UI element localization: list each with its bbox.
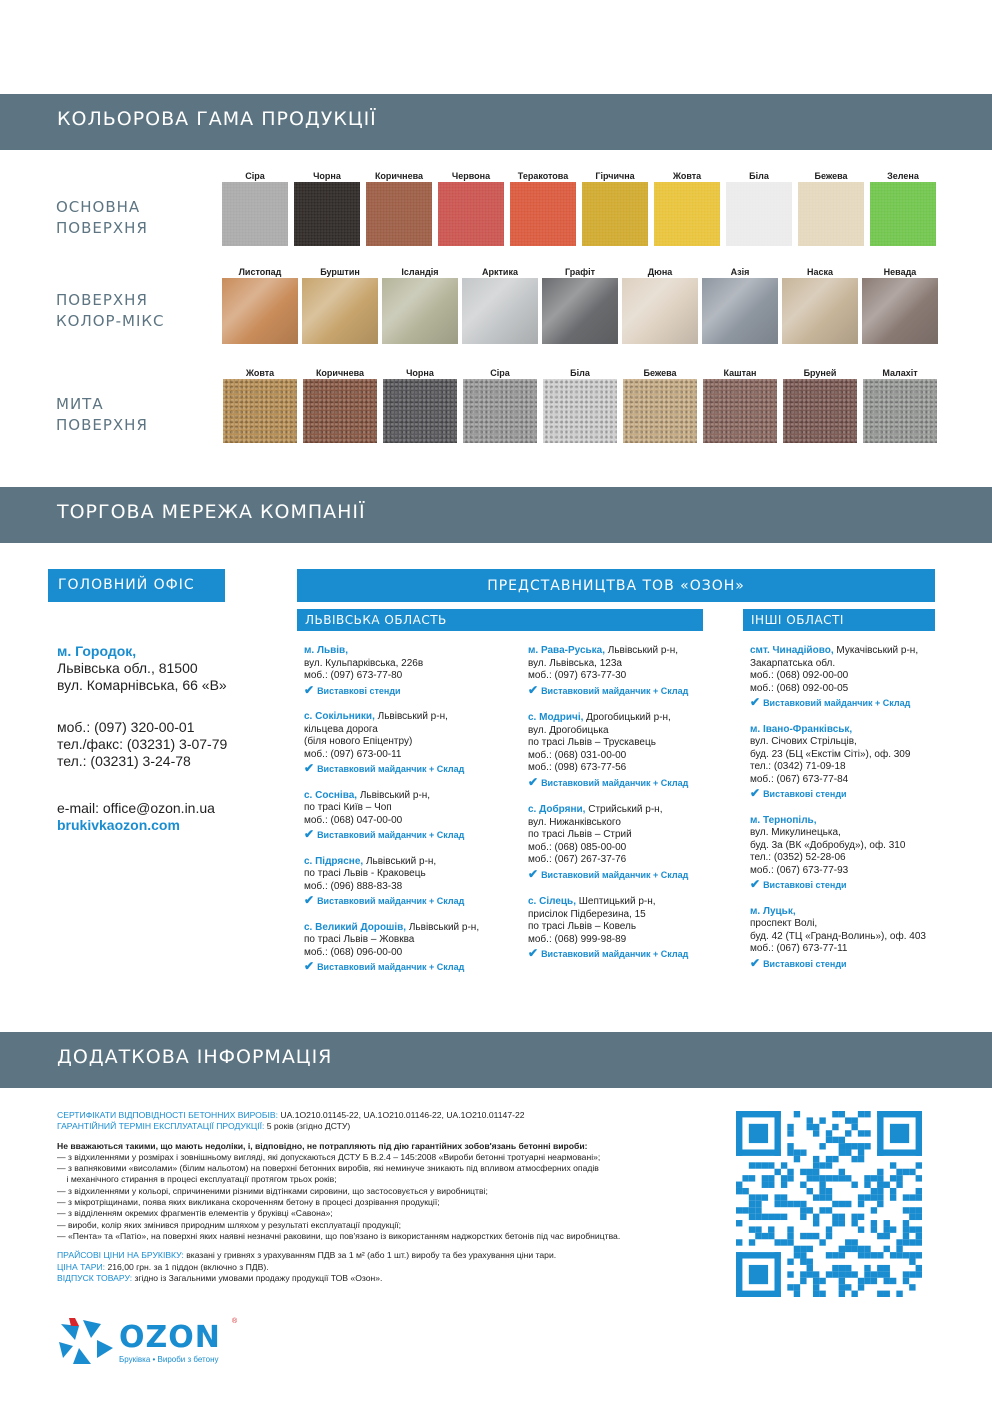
rep-office bbox=[750, 906, 950, 971]
logo-wordmark: OZON bbox=[119, 1320, 221, 1355]
rep-city: с. Сокільники, bbox=[304, 711, 375, 722]
exclusions-heading: Не вважаються такими, що мають недоліки, і, відповідно, не потрапляють під дію гарантійних зобов'язань бетонні вироби: bbox=[57, 1140, 588, 1151]
color-swatch[interactable] bbox=[782, 266, 858, 344]
surface-label bbox=[56, 290, 165, 332]
prices-value: вказані у гривнях з урахуванням ПДВ за 1 м² (або 1 шт.) виробу та без урахування ціни тари. bbox=[183, 1250, 557, 1261]
surface-label bbox=[56, 197, 148, 239]
swatch-sample bbox=[463, 379, 537, 443]
rep-tag bbox=[528, 684, 728, 698]
rep-district: Шептицький р-н, bbox=[575, 896, 656, 907]
check-icon: ✔ bbox=[750, 877, 761, 891]
logo-mark-icon bbox=[57, 1318, 117, 1368]
rep-line: Закарпатська обл. bbox=[750, 657, 836, 669]
swatch-sample bbox=[863, 379, 937, 443]
rep-line: буд. 23 (БЦ «Екстім Сіті»), оф. 309 bbox=[750, 748, 911, 760]
exclusion-item: — «Пента» та «Патіо», на поверхні яких наявні незначні раковини, що пов'язано із використанням наджорстких бетонів під час виробництва. bbox=[57, 1230, 621, 1241]
color-swatch[interactable] bbox=[510, 170, 576, 246]
rep-line: тел.: (0352) 52-28-06 bbox=[750, 852, 846, 863]
color-swatch[interactable] bbox=[222, 170, 288, 246]
rep-tag bbox=[304, 828, 514, 842]
rep-tag-label: Виставкові стенди bbox=[763, 789, 847, 799]
color-swatch[interactable] bbox=[462, 266, 538, 344]
rep-tag-label: Виставковий майданчик + Склад bbox=[317, 896, 465, 906]
rep-line: (біля нового Епіцентру) bbox=[304, 736, 413, 747]
rep-office bbox=[528, 804, 728, 881]
color-swatch[interactable] bbox=[302, 266, 378, 344]
rep-tag-label: Виставкові стенди bbox=[317, 685, 401, 696]
color-swatch[interactable] bbox=[366, 170, 432, 246]
color-swatch[interactable] bbox=[863, 367, 937, 443]
rep-tag bbox=[528, 776, 728, 790]
rep-office bbox=[304, 922, 514, 974]
exclusions-list bbox=[57, 1152, 727, 1242]
rep-district: Львівський р-н, bbox=[357, 789, 431, 801]
swatch-name: Сіра bbox=[490, 368, 510, 378]
swatch-name: Коричнева bbox=[315, 368, 365, 378]
rep-office bbox=[528, 645, 728, 697]
exclusion-item: — з відхиленнями у кольорі, спричиненими різними відтінками сировини, що застосовується у виробництві; bbox=[57, 1185, 488, 1196]
reps-heading bbox=[297, 569, 935, 602]
region-other-label: ІНШІ ОБЛАСТІ bbox=[751, 613, 844, 627]
rep-line: моб.: (067) 267-37-76 bbox=[528, 854, 627, 865]
color-swatch[interactable] bbox=[623, 367, 697, 443]
rep-district: Львівський р-н, bbox=[374, 711, 448, 722]
rep-tag-label: Виставковий майданчик + Склад bbox=[317, 962, 465, 972]
head-office-phones bbox=[57, 719, 227, 770]
swatch-sample bbox=[438, 182, 504, 246]
color-swatch[interactable] bbox=[702, 266, 778, 344]
rep-city: смт. Чинадійово, bbox=[750, 645, 834, 656]
reps-column-2 bbox=[528, 645, 728, 976]
office-site-link[interactable]: brukivkaozon.com bbox=[57, 817, 180, 833]
swatch-name: Бежева bbox=[814, 171, 848, 181]
warranty-heading: ГАРАНТІЙНИЙ ТЕРМІН ЕКСПЛУАТАЦІЇ ПРОДУКЦІЇ: bbox=[57, 1121, 265, 1132]
rep-tag bbox=[750, 787, 950, 801]
rep-office bbox=[750, 724, 950, 801]
rep-tag-label: Виставкові стенди bbox=[763, 958, 847, 969]
rep-tag bbox=[528, 868, 728, 882]
rep-line: по трасі Львів - Краковець bbox=[304, 868, 426, 879]
tare-heading: ЦІНА ТАРИ: bbox=[57, 1261, 106, 1272]
color-swatch[interactable] bbox=[303, 367, 377, 443]
rep-office bbox=[750, 645, 950, 710]
office-line1: Львівська обл., 81500 bbox=[57, 660, 198, 676]
swatch-name: Наска bbox=[806, 267, 834, 277]
swatch-name: Коричнева bbox=[374, 171, 424, 181]
swatch-name: Гірчична bbox=[595, 171, 635, 181]
rep-line: по трасі Львів – Стрий bbox=[528, 829, 632, 840]
rep-tag-label: Виставковий майданчик + Склад bbox=[317, 830, 465, 840]
check-icon: ✔ bbox=[304, 682, 315, 697]
ozon-logo[interactable] bbox=[57, 1318, 238, 1373]
check-icon: ✔ bbox=[304, 827, 315, 841]
rep-line: по трасі Львів – Трускавець bbox=[528, 737, 656, 748]
check-icon: ✔ bbox=[528, 682, 539, 697]
swatch-name: Бруней bbox=[803, 368, 837, 378]
swatch-sample bbox=[383, 379, 457, 443]
rep-city: м. Львів, bbox=[304, 645, 348, 656]
exclusion-item: і механічного стирання в процесі експлуатації протягом трьох років; bbox=[57, 1174, 337, 1185]
reps-column-3 bbox=[750, 645, 950, 984]
rep-city: м. Тернопіль, bbox=[750, 814, 817, 826]
rep-tag-label: Виставковий майданчик + Склад bbox=[763, 698, 911, 708]
rep-line: буд. 3а (ВК «Добробуд»), оф. 310 bbox=[750, 839, 906, 851]
surface-label-line: ОСНОВНА bbox=[56, 198, 141, 216]
rep-city: с. Добряни, bbox=[528, 804, 586, 815]
rep-line: моб.: (067) 673-77-11 bbox=[750, 943, 848, 954]
rep-line: моб.: (068) 096-00-00 bbox=[304, 946, 403, 958]
swatch-name: Малахіт bbox=[882, 368, 918, 378]
swatch-sample bbox=[302, 278, 378, 344]
surface-label-line: ПОВЕРХНЯ bbox=[56, 291, 148, 309]
swatch-name: Червона bbox=[451, 171, 491, 181]
rep-district: Львівський р-н, bbox=[605, 645, 679, 656]
head-office-address bbox=[57, 643, 227, 694]
swatch-name: Сіра bbox=[245, 171, 265, 181]
swatch-name: Листопад bbox=[238, 267, 282, 277]
color-swatch[interactable] bbox=[622, 266, 698, 344]
surface-label-line: ПОВЕРХНЯ bbox=[56, 416, 148, 434]
rep-tag-label: Виставкові стенди bbox=[763, 880, 847, 890]
section-title: ТОРГОВА МЕРЕЖА КОМПАНІЇ bbox=[57, 501, 366, 523]
color-swatch[interactable] bbox=[382, 266, 458, 344]
swatch-sample bbox=[366, 182, 432, 246]
color-swatch[interactable] bbox=[783, 367, 857, 443]
rep-office bbox=[304, 790, 514, 842]
rep-tag bbox=[750, 696, 950, 710]
surface-label bbox=[56, 394, 148, 436]
rep-line: вул. Січових Стрільців, bbox=[750, 736, 857, 747]
color-swatch[interactable] bbox=[703, 367, 777, 443]
rep-tag-label: Виставковий майданчик + Склад bbox=[317, 764, 465, 774]
rep-tag bbox=[304, 762, 514, 776]
swatch-sample bbox=[654, 182, 720, 246]
rep-office bbox=[528, 896, 728, 961]
exclusion-item: — з відхиленнями у розмірах і зовнішньому вигляді, які допускаються ДСТУ Б В.2.4 – 145:2008 «Вироби бетонні тротуарні неармовані»; bbox=[57, 1151, 601, 1162]
office-email[interactable]: e-mail: office@ozon.in.ua bbox=[57, 800, 215, 816]
check-icon: ✔ bbox=[304, 761, 315, 775]
color-swatch[interactable] bbox=[542, 266, 618, 344]
release-value: згідно із Загальними умовами продажу продукції ТОВ «Озон». bbox=[132, 1272, 383, 1283]
rep-line: моб.: (068) 999-98-89 bbox=[528, 933, 627, 945]
rep-tag bbox=[304, 684, 514, 698]
logo-tagline: Бруківка • Вироби з бетону bbox=[119, 1355, 219, 1364]
surface-label-line: МИТА bbox=[56, 395, 104, 413]
swatch-sample bbox=[798, 182, 864, 246]
exclusion-item: — з вапняковими «висолами» (білим нальотом) на поверхні бетонних виробів, які неминуче зникають під впливом атмосферних опадів bbox=[57, 1163, 599, 1174]
region-lviv-label: ЛЬВІВСЬКА ОБЛАСТЬ bbox=[305, 613, 447, 627]
swatch-name: Жовта bbox=[245, 368, 275, 378]
swatch-name: Чорна bbox=[406, 368, 434, 378]
head-office-label: ГОЛОВНИЙ ОФІС bbox=[58, 577, 195, 593]
rep-line: моб.: (068) 085-00-00 bbox=[528, 841, 627, 853]
check-icon: ✔ bbox=[750, 786, 761, 800]
office-fax: тел./факс: (03231) 3-07-79 bbox=[57, 736, 228, 752]
color-swatch[interactable] bbox=[294, 170, 360, 246]
check-icon: ✔ bbox=[750, 955, 761, 970]
color-swatch[interactable] bbox=[726, 170, 792, 246]
rep-line: вул. Кульпарківська, 226в bbox=[304, 657, 424, 669]
rep-tag bbox=[528, 947, 728, 961]
color-swatch[interactable] bbox=[862, 266, 938, 344]
swatch-name: Теракотова bbox=[517, 171, 569, 181]
color-swatch[interactable] bbox=[223, 367, 297, 443]
rep-line: тел.: (0342) 71-09-18 bbox=[750, 761, 846, 772]
color-swatch[interactable] bbox=[582, 170, 648, 246]
rep-line: по трасі Київ – Чоп bbox=[304, 802, 392, 813]
swatch-name: Ісландія bbox=[401, 267, 439, 277]
swatch-sample bbox=[783, 379, 857, 443]
swatch-name: Біла bbox=[749, 171, 769, 181]
exclusion-item: — вироби, колір яких змінився природним шляхом у результаті експлуатації продукції; bbox=[57, 1219, 402, 1230]
color-swatch[interactable] bbox=[870, 170, 936, 246]
rep-tag-label: Виставковий майданчик + Склад bbox=[541, 869, 689, 880]
rep-city: с. Модричі, bbox=[528, 712, 584, 723]
color-swatch[interactable] bbox=[543, 367, 617, 443]
prices-heading: ПРАЙСОВІ ЦІНИ НА БРУКІВКУ: bbox=[57, 1250, 184, 1261]
office-mob: моб.: (097) 320-00-01 bbox=[57, 719, 195, 735]
rep-tag-label: Виставковий майданчик + Склад bbox=[541, 777, 689, 788]
additional-info bbox=[57, 1110, 727, 1284]
rep-tag-label: Виставковий майданчик + Склад bbox=[541, 949, 689, 959]
rep-city: с. Сілець, bbox=[528, 896, 576, 907]
swatch-name: Чорна bbox=[313, 171, 341, 181]
rep-line: кільцева дорога bbox=[304, 723, 378, 735]
rep-line: моб.: (098) 673-77-56 bbox=[528, 762, 627, 773]
section-header-info bbox=[0, 1032, 992, 1088]
section-header-colors bbox=[0, 94, 992, 150]
color-swatch[interactable] bbox=[222, 266, 298, 344]
rep-city: м. Рава-Руська, bbox=[528, 645, 605, 656]
rep-line: присілок Підберезина, 15 bbox=[528, 908, 646, 920]
rep-tag bbox=[750, 878, 950, 892]
swatch-sample bbox=[222, 278, 298, 344]
rep-line: проспект Волі, bbox=[750, 918, 818, 929]
color-swatch[interactable] bbox=[798, 170, 864, 246]
section-title: ДОДАТКОВА ІНФОРМАЦІЯ bbox=[57, 1046, 333, 1068]
rep-district: Дрогобицький р-н, bbox=[583, 712, 671, 723]
rep-line: моб.: (097) 673-00-11 bbox=[304, 748, 402, 760]
exclusion-item: — з відділенням окремих фрагментів елементів у бруківці «Савона»; bbox=[57, 1208, 333, 1219]
swatch-sample bbox=[542, 278, 618, 344]
swatch-name: Графіт bbox=[564, 267, 596, 277]
color-swatch[interactable] bbox=[438, 170, 504, 246]
rep-line: моб.: (068) 092-00-05 bbox=[750, 682, 849, 694]
swatch-sample bbox=[303, 379, 377, 443]
swatch-name: Бурштин bbox=[320, 267, 360, 277]
office-tel: тел.: (03231) 3-24-78 bbox=[57, 753, 191, 769]
swatch-sample bbox=[623, 379, 697, 443]
rep-office bbox=[304, 645, 514, 697]
rep-city: с. Підрясне, bbox=[304, 855, 364, 867]
swatch-sample bbox=[222, 182, 288, 246]
rep-district: Львівський р-н, bbox=[406, 921, 480, 933]
rep-line: вул. Дрогобицька bbox=[528, 724, 609, 736]
office-line2: вул. Комарнівська, 66 «В» bbox=[57, 677, 227, 693]
swatch-sample bbox=[782, 278, 858, 344]
swatch-sample bbox=[862, 278, 938, 344]
rep-tag bbox=[750, 957, 950, 971]
reps-heading-label: ПРЕДСТАВНИЦТВА ТОВ «ОЗОН» bbox=[487, 578, 745, 594]
rep-line: моб.: (097) 673-77-80 bbox=[304, 670, 403, 681]
rep-tag-label: Виставковий майданчик + Склад bbox=[541, 685, 689, 696]
check-icon: ✔ bbox=[528, 866, 539, 881]
rep-tag bbox=[304, 894, 514, 908]
color-swatch[interactable] bbox=[383, 367, 457, 443]
swatch-name: Арктика bbox=[482, 267, 518, 277]
surface-label-line: ПОВЕРХНЯ bbox=[56, 219, 148, 237]
check-icon: ✔ bbox=[528, 774, 539, 789]
swatch-sample bbox=[382, 278, 458, 344]
warranty-value: 5 років (згідно ДСТУ) bbox=[264, 1121, 351, 1132]
rep-city: с. Сосніва, bbox=[304, 789, 358, 801]
head-office-heading bbox=[48, 569, 225, 602]
rep-tag bbox=[304, 960, 514, 974]
color-swatch[interactable] bbox=[463, 367, 537, 443]
check-icon: ✔ bbox=[528, 946, 539, 960]
color-swatch[interactable] bbox=[654, 170, 720, 246]
rep-line: буд. 42 (ТЦ «Гранд-Волинь»), оф. 403 bbox=[750, 930, 926, 942]
swatch-sample bbox=[622, 278, 698, 344]
cert-value: UA.1O210.01145-22, UA.1O210.01146-22, UA.1O210.01147-22 bbox=[278, 1110, 525, 1120]
swatch-sample bbox=[543, 379, 617, 443]
section-header-network bbox=[0, 487, 992, 543]
swatch-name: Жовта bbox=[672, 171, 702, 181]
check-icon: ✔ bbox=[750, 695, 761, 709]
release-heading: ВІДПУСК ТОВАРУ: bbox=[57, 1272, 133, 1283]
rep-line: вул. Львівська, 123а bbox=[528, 657, 622, 669]
check-icon: ✔ bbox=[304, 959, 315, 973]
swatch-name: Невада bbox=[883, 267, 917, 277]
rep-city: с. Великий Дорошів, bbox=[304, 921, 407, 933]
rep-line: моб.: (097) 673-77-30 bbox=[528, 670, 627, 681]
rep-city: м. Луцьк, bbox=[750, 905, 796, 917]
section-title: КОЛЬОРОВА ГАМА ПРОДУКЦІЇ bbox=[57, 108, 377, 130]
reps-column-1 bbox=[304, 645, 514, 988]
check-icon: ✔ bbox=[304, 893, 315, 907]
swatch-sample bbox=[870, 182, 936, 246]
swatch-name: Азія bbox=[730, 267, 750, 277]
qr-code[interactable] bbox=[736, 1111, 922, 1297]
rep-line: вул. Нижанківського bbox=[528, 816, 621, 828]
swatch-name: Зелена bbox=[887, 171, 919, 181]
rep-city: м. Івано-Франківськ, bbox=[750, 723, 853, 735]
rep-line: по трасі Львів – Ковель bbox=[528, 921, 637, 932]
region-lviv-heading bbox=[297, 609, 703, 631]
rep-line: моб.: (068) 031-00-00 bbox=[528, 749, 627, 761]
cert-heading: СЕРТИФІКАТИ ВІДПОВІДНОСТІ БЕТОННИХ ВИРОБІВ: bbox=[57, 1110, 278, 1120]
swatch-name: Бежева bbox=[643, 368, 677, 378]
rep-office bbox=[304, 856, 514, 908]
rep-line: моб.: (096) 888-83-38 bbox=[304, 880, 403, 892]
swatch-name: Дюна bbox=[647, 267, 673, 277]
swatch-sample bbox=[703, 379, 777, 443]
rep-line: моб.: (068) 047-00-00 bbox=[304, 814, 403, 826]
swatch-sample bbox=[294, 182, 360, 246]
swatch-sample bbox=[462, 278, 538, 344]
rep-district: Мукачівський р-н, bbox=[833, 645, 919, 656]
tare-value: 216,00 грн. за 1 піддон (включно з ПДВ). bbox=[105, 1261, 269, 1272]
swatch-sample bbox=[223, 379, 297, 443]
office-city: м. Городок, bbox=[57, 643, 137, 659]
head-office-contacts bbox=[57, 800, 215, 834]
rep-line: вул. Микулинецька, bbox=[750, 827, 841, 838]
swatch-sample bbox=[702, 278, 778, 344]
swatch-sample bbox=[510, 182, 576, 246]
surface-label-line: КОЛОР-МІКС bbox=[56, 312, 165, 330]
rep-district: Стрийський р-н, bbox=[585, 804, 663, 815]
rep-line: моб.: (067) 673-77-84 bbox=[750, 773, 849, 785]
logo-registered: ® bbox=[232, 1318, 238, 1325]
swatch-name: Каштан bbox=[723, 368, 757, 378]
region-other-heading bbox=[743, 609, 935, 631]
rep-line: моб.: (068) 092-00-00 bbox=[750, 670, 849, 681]
swatch-name: Біла bbox=[570, 368, 590, 378]
exclusion-item: — з мікротріщинами, поява яких викликана скороченням бетону в процесі дозрівання продукції; bbox=[57, 1197, 440, 1208]
swatch-sample bbox=[582, 182, 648, 246]
rep-district: Львівський р-н, bbox=[363, 855, 437, 867]
rep-office bbox=[304, 711, 514, 776]
swatch-sample bbox=[726, 182, 792, 246]
rep-office bbox=[750, 815, 950, 892]
rep-office bbox=[528, 712, 728, 789]
rep-line: моб.: (067) 673-77-93 bbox=[750, 864, 849, 876]
rep-line: по трасі Львів – Жовква bbox=[304, 934, 415, 945]
